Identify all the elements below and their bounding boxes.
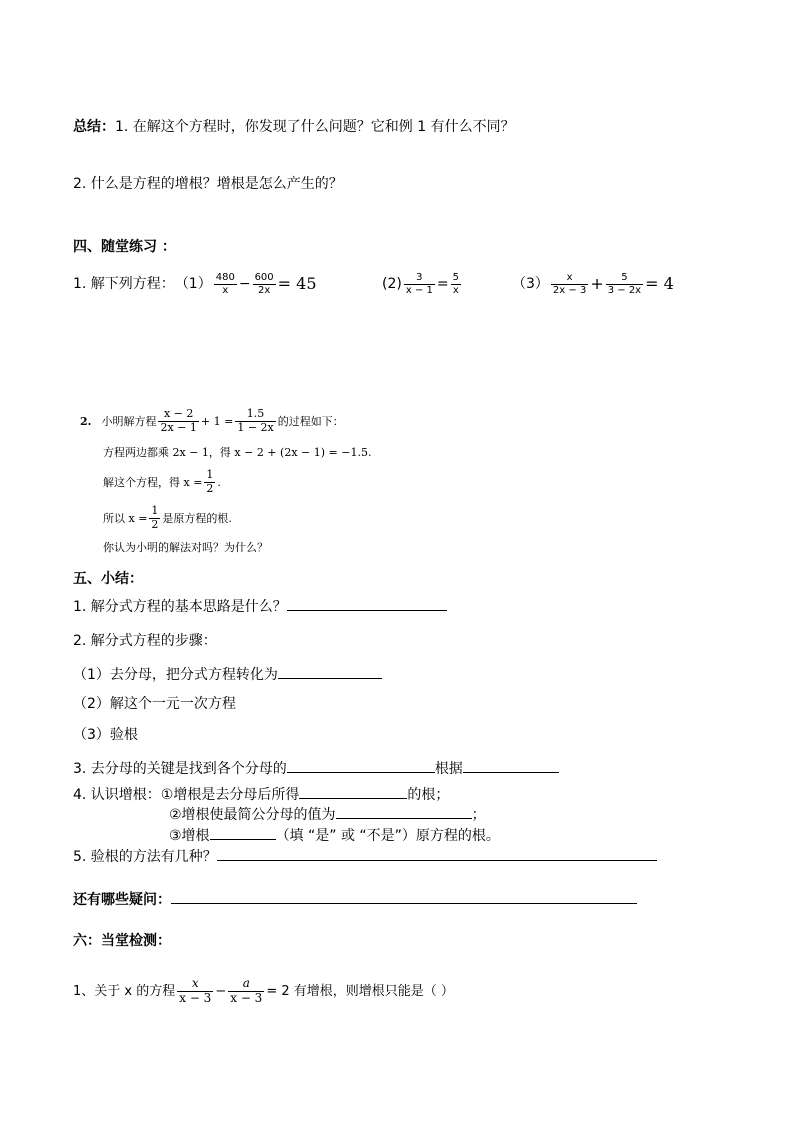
eq3-fraction-2: $\frac{5}{3 - 2x}$ (607, 272, 642, 296)
q2-line1: 方程两边都乘 2x − 1，得 x − 2 + (2x − 1) = −1.5. (103, 446, 372, 459)
review-q4-c-blank[interactable] (210, 827, 276, 840)
review-q3-blank-2[interactable] (463, 760, 559, 773)
q2-line2-text: 解这个方程，得 x = (103, 475, 203, 489)
summary-question-2: 2. 什么是方程的增根？增根是怎么产生的？ (73, 176, 343, 192)
q2-half-fraction-2: $\frac{1}{2}$ (151, 503, 159, 531)
review-q4-b (169, 806, 486, 822)
q2-fraction-1: x − 2 2x − 1 (160, 406, 197, 434)
review-q4-a (73, 786, 449, 802)
review-q4-c-post: （填 “是” 或 “不是”）原方程的根。 (275, 828, 500, 844)
review-q1-text: 1. 解分式方程的基本思路是什么？ (73, 599, 287, 615)
eq1-fraction-2: $\frac{600}{2x}$ (254, 272, 274, 296)
review-q1-blank[interactable] (287, 598, 447, 611)
q2-number: 2. (80, 414, 92, 428)
q2-line4: 你认为小明的解法对吗？为什么？ (103, 541, 268, 554)
eq1-fraction-1: 480 x (215, 272, 235, 296)
eq1-operator: − (238, 276, 251, 292)
q2-half-fraction: $\frac{1}{2}$ (206, 467, 214, 495)
review-q5-blank[interactable] (217, 848, 657, 861)
review-q4-a-blank[interactable] (299, 786, 407, 799)
review-step1 (73, 666, 382, 682)
review-q5 (73, 848, 657, 864)
review-q5-text: 5. 验根的方法有几种？ (73, 849, 217, 865)
review-q4-b-blank[interactable] (336, 806, 472, 819)
review-step3: （3）验根 (73, 727, 138, 743)
review-q4-b-post: ； (471, 807, 486, 823)
review-q4-a-pre: 4. 认识增根：①增根是去分母后所得 (73, 787, 300, 803)
check-q1 (73, 972, 454, 1010)
practice-q1 (73, 266, 317, 302)
review-q4-a-post: 的根； (407, 787, 450, 803)
review-step1-blank[interactable] (278, 666, 382, 679)
q2-line3-pre: 所以 x = (103, 511, 148, 525)
q2-line3 (103, 503, 232, 533)
practice-eq2 (382, 266, 463, 302)
eq2-fraction-1: $\frac{3}{x - 1}$ (405, 272, 433, 296)
review-q3 (73, 760, 559, 776)
review-q3-mid: 根据 (434, 761, 463, 777)
review-q3-pre: 3. 去分母的关键是找到各个分母的 (73, 761, 287, 777)
summary-label: 总结： (73, 119, 115, 135)
q2-line2: 解这个方程，得 x = $\frac{1}{2}$ . (103, 467, 221, 495)
eq1-rhs: = 45 (277, 274, 317, 293)
q2-fraction-2: $\frac{1.5}{1 - 2x}$ (237, 406, 274, 434)
review-q4-b-pre: ②增根使最简公分母的值为 (169, 807, 336, 823)
review-step2: （2）解这个一元一次方程 (73, 696, 236, 712)
eq2-fraction-2: $\frac{5}{x}$ (452, 272, 459, 296)
review-q1 (73, 598, 447, 614)
review-doubts (73, 891, 637, 907)
review-doubts-blank[interactable] (171, 891, 637, 904)
summary-question-1: 1. 在解这个方程时，你发现了什么问题？它和例 1 有什么不同？ (115, 119, 515, 135)
check-heading: 六：当堂检测： (73, 933, 171, 949)
review-q4-c-pre: ③增根 (169, 828, 210, 844)
eq3-operator: + (590, 274, 604, 293)
practice-eq3 (512, 266, 674, 302)
practice-q2-line0 (80, 404, 344, 438)
check-fraction-2: $\frac{a}{x - 3}$ (230, 975, 263, 1005)
eq3-rhs: = 4 (645, 274, 674, 293)
check-operator: − (215, 983, 227, 999)
summary-q1 (73, 120, 515, 134)
review-doubts-label: 还有哪些疑问： (73, 892, 171, 908)
eq1-tag: （1） (174, 276, 212, 292)
check-fraction-1: x x − 3 (179, 975, 212, 1005)
check-q1-post: = 2 有增根，则增根只能是（ ） (266, 983, 454, 999)
q2-tail: 的过程如下： (277, 414, 344, 428)
check-q1-pre: 1、关于 x 的方程 (73, 983, 176, 999)
review-q2: 2. 解分式方程的步骤： (73, 633, 217, 649)
practice-heading: 四、随堂练习 ： (73, 239, 176, 255)
review-step1-text: （1）去分母，把分式方程转化为 (73, 667, 278, 683)
review-q3-blank-1[interactable] (287, 760, 435, 773)
q2-line3-post: 是原方程的根. (162, 511, 232, 525)
eq3-tag: （3） (512, 276, 549, 292)
q2-plus-one: + 1 = (200, 414, 234, 428)
q2-intro: 小明解方程 (101, 414, 157, 428)
review-heading: 五、小结： (73, 571, 143, 587)
eq2-tag: (2) (382, 276, 402, 292)
eq3-fraction-1: x 2x − 3 (552, 272, 587, 296)
eq2-equals: = (436, 276, 449, 292)
practice-q1-prefix: 1. 解下列方程： (73, 276, 175, 292)
review-q4-c (169, 827, 500, 843)
